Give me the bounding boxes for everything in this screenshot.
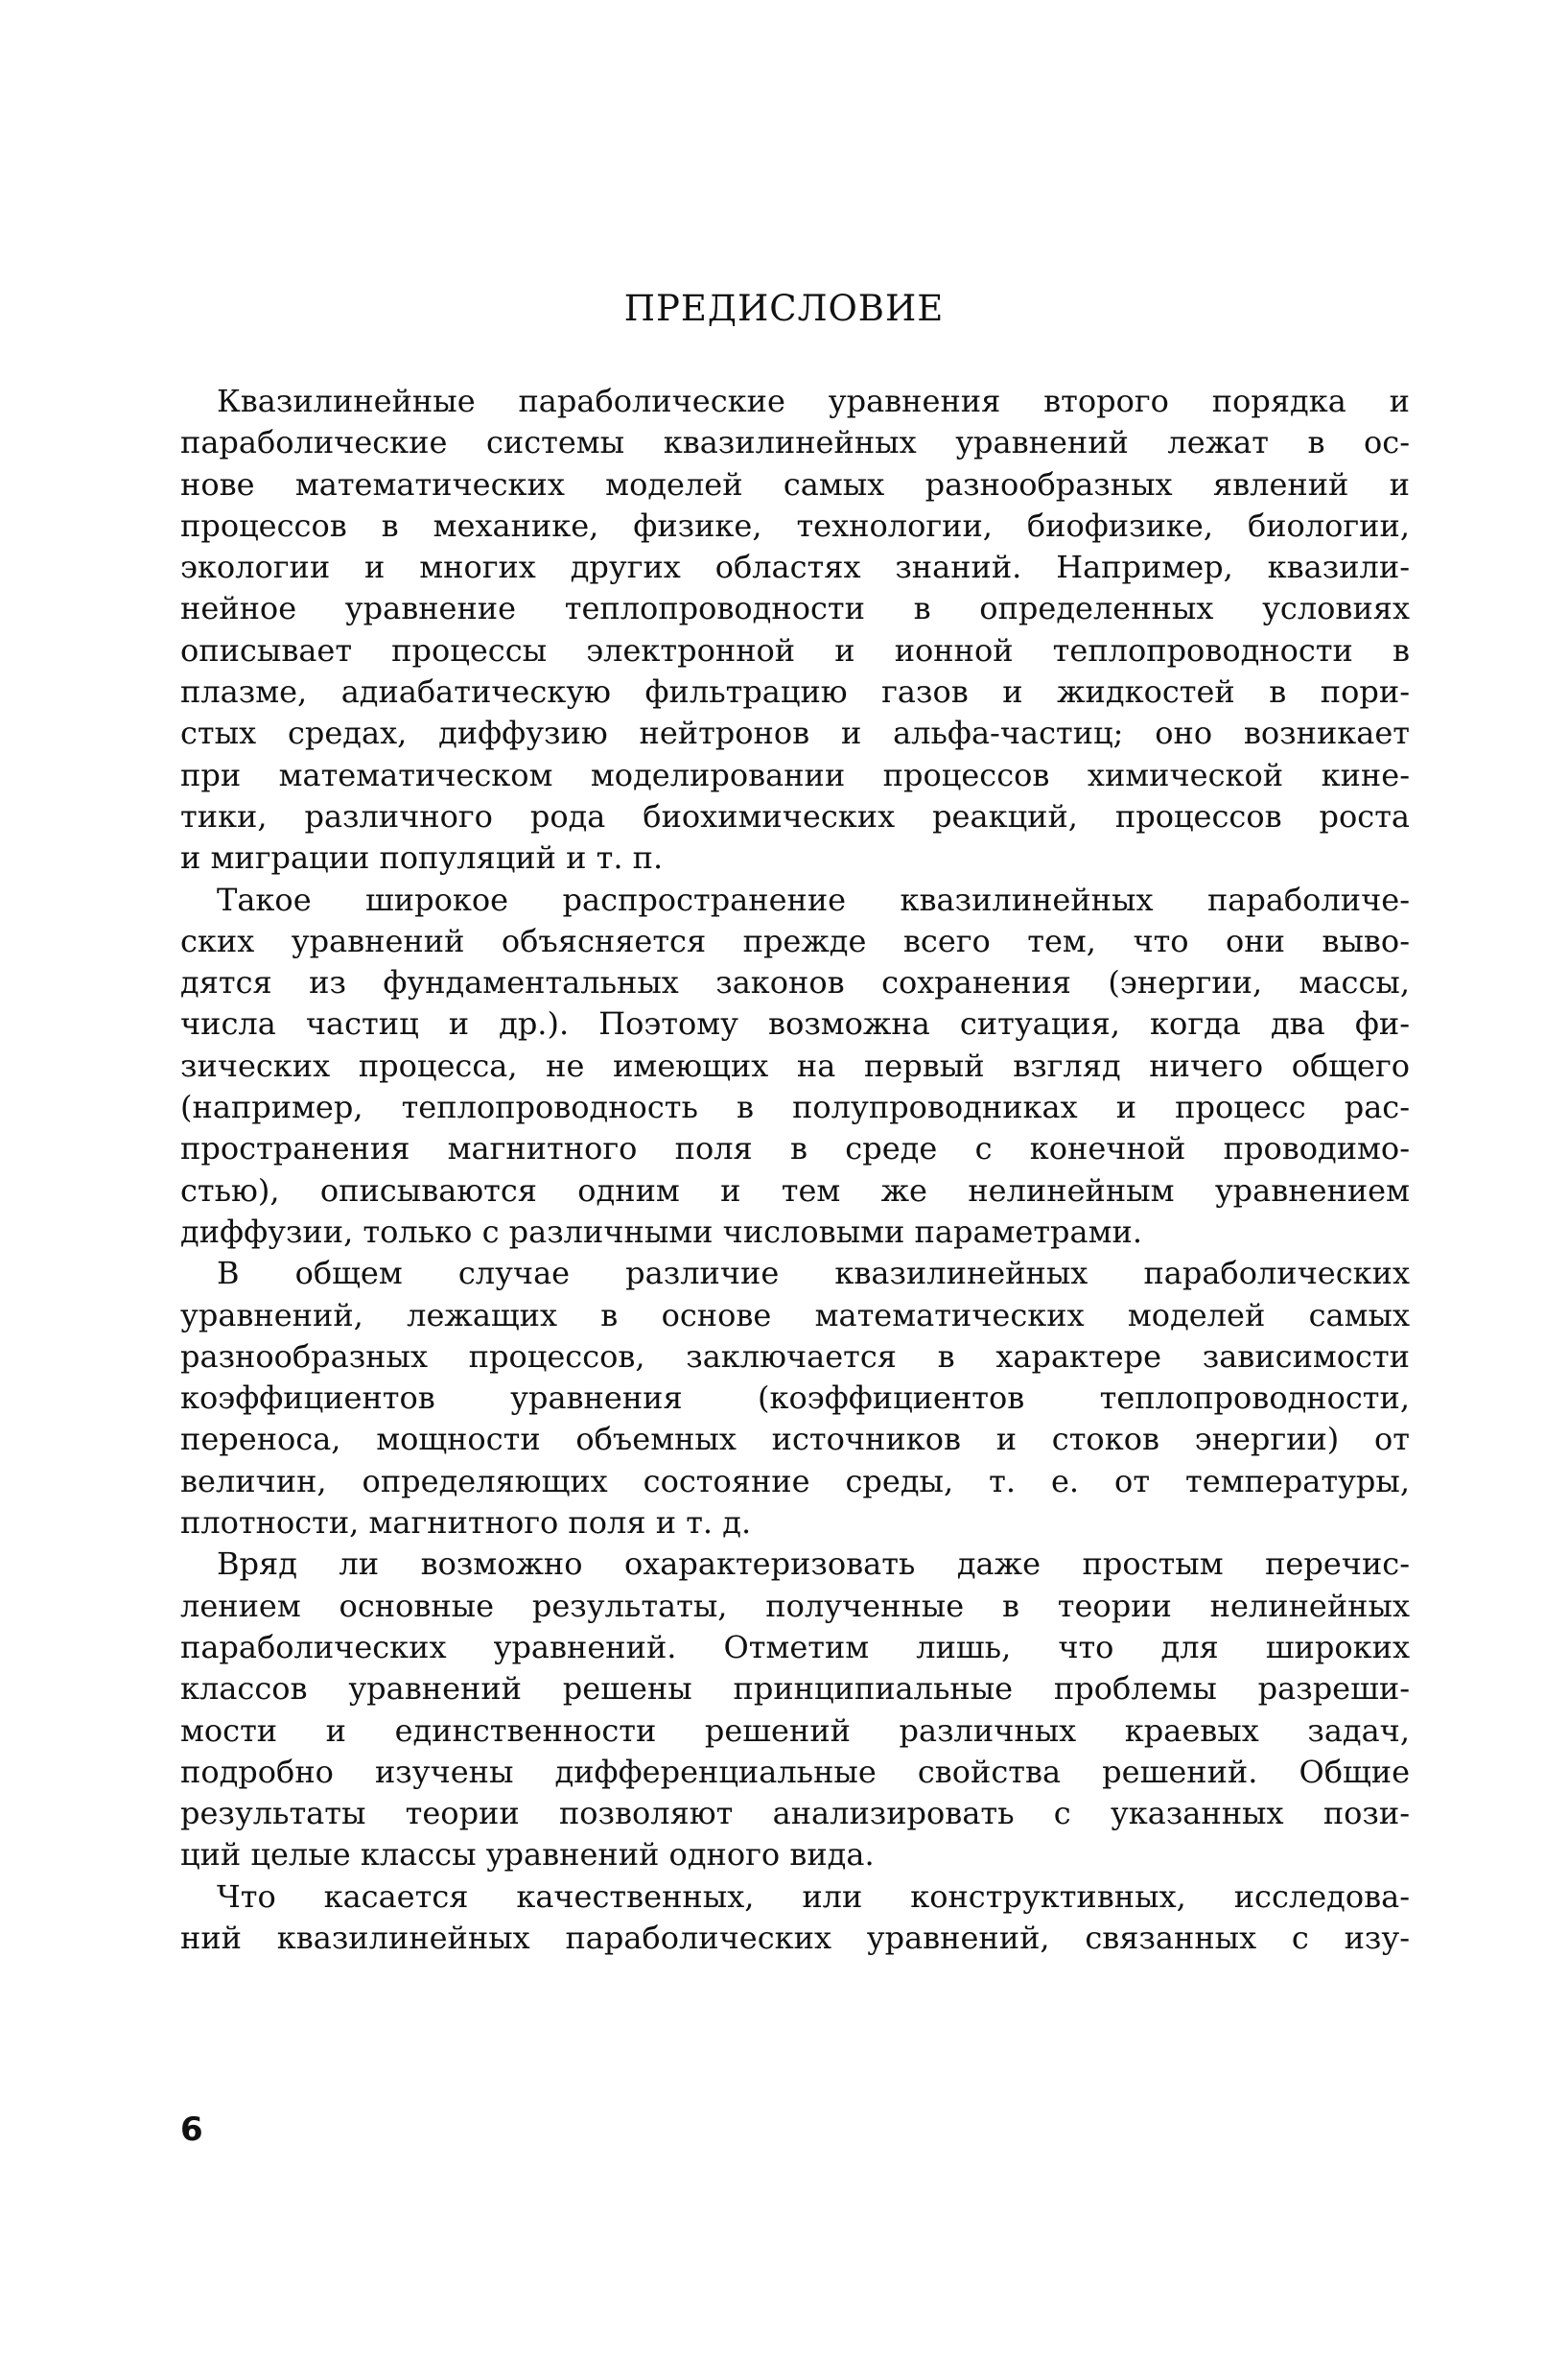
text-line: разнообразных процессов, заключается в характере зависимости [180, 1337, 1410, 1375]
text-line: ний квазилинейных параболических уравнений, связанных с изу- [180, 1919, 1410, 1956]
text-line: плотности, магнитного поля и т. д. [180, 1504, 752, 1542]
text-line: пространения магнитного поля в среде с конечной проводимо- [180, 1130, 1410, 1167]
text-line: Вряд ли возможно охарактеризовать даже простым перечис- [217, 1545, 1410, 1583]
text-line: коэффициентов уравнения (коэффициентов теплопроводности, [180, 1379, 1410, 1417]
text-line: Квазилинейные параболические уравнения второго порядка и [217, 383, 1410, 419]
text-line: результаты теории позволяют анализировать с указанных пози- [180, 1795, 1410, 1832]
page-number: 6 [180, 2110, 203, 2149]
text-line: процессов в механике, физике, технологии, биофизике, биологии, [180, 507, 1410, 544]
text-line: диффузии, только с различными числовыми параметрами. [180, 1213, 1142, 1250]
paragraph-3 [180, 1253, 1410, 1544]
text-line: и миграции популяций и т. п. [180, 839, 664, 877]
text-line: лением основные результаты, полученные в теории нелинейных [180, 1587, 1410, 1624]
text-line: дятся из фундаментальных законов сохранения (энергии, массы, [180, 964, 1410, 1002]
text-line: Что касается качественных, или конструктивных, исследова- [217, 1877, 1410, 1915]
paragraph-4 [180, 1544, 1410, 1875]
text-line: ций целые классы уравнений одного вида. [180, 1836, 875, 1874]
text-line: плазме, адиабатическую фильтрацию газов и жидкостей в пори- [180, 673, 1410, 711]
text-line: величин, определяющих состояние среды, т. е. от температуры, [180, 1462, 1410, 1499]
text-line: стью), описываются одним и тем же нелинейным уравнением [180, 1171, 1410, 1209]
text-line: зических процесса, не имеющих на первый взгляд ничего общего [180, 1047, 1410, 1084]
text-line: нейное уравнение теплопроводности в определенных условиях [180, 590, 1410, 627]
text-line: параболические системы квазилинейных уравнений лежат в ос- [180, 424, 1410, 461]
text-line: параболических уравнений. Отметим лишь, что для широких [180, 1628, 1410, 1665]
text-line: (например, теплопроводность в полупроводниках и процесс рас- [180, 1089, 1410, 1126]
text-line: уравнений, лежащих в основе математических моделей самых [180, 1296, 1410, 1333]
text-line: тики, различного рода биохимических реакций, процессов роста [180, 797, 1410, 835]
text-line: нове математических моделей самых разнообразных явлений и [180, 465, 1410, 503]
text-line: при математическом моделировании процессов химической кине- [180, 756, 1410, 793]
body-text [180, 381, 1410, 1959]
text-line: числа частиц и др.). Поэтому возможна ситуация, когда два фи- [180, 1005, 1410, 1043]
text-line: В общем случае различие квазилинейных параболических [217, 1255, 1410, 1292]
paragraph-5 [180, 1876, 1410, 1960]
text-line: подробно изучены дифференциальные свойства решений. Общие [180, 1753, 1410, 1790]
paragraph-2 [180, 880, 1410, 1254]
text-line: мости и единственности решений различных краевых задач, [180, 1711, 1410, 1749]
text-line: экологии и многих других областях знаний. Например, квазили- [180, 549, 1410, 586]
text-line: Такое широкое распространение квазилинейных параболиче- [217, 881, 1410, 918]
page-title: ПРЕДИСЛОВИЕ [623, 288, 945, 329]
text-line: ских уравнений объясняется прежде всего тем, что они выво- [180, 922, 1410, 959]
text-line: стых средах, диффузию нейтронов и альфа-частиц; оно возникает [180, 715, 1410, 752]
text-line: описывает процессы электронной и ионной теплопроводности в [180, 631, 1410, 669]
text-line: классов уравнений решены принципиальные проблемы разреши- [180, 1670, 1410, 1708]
text-line: переноса, мощности объемных источников и стоков энергии) от [180, 1421, 1410, 1458]
paragraph-1 [180, 381, 1410, 880]
